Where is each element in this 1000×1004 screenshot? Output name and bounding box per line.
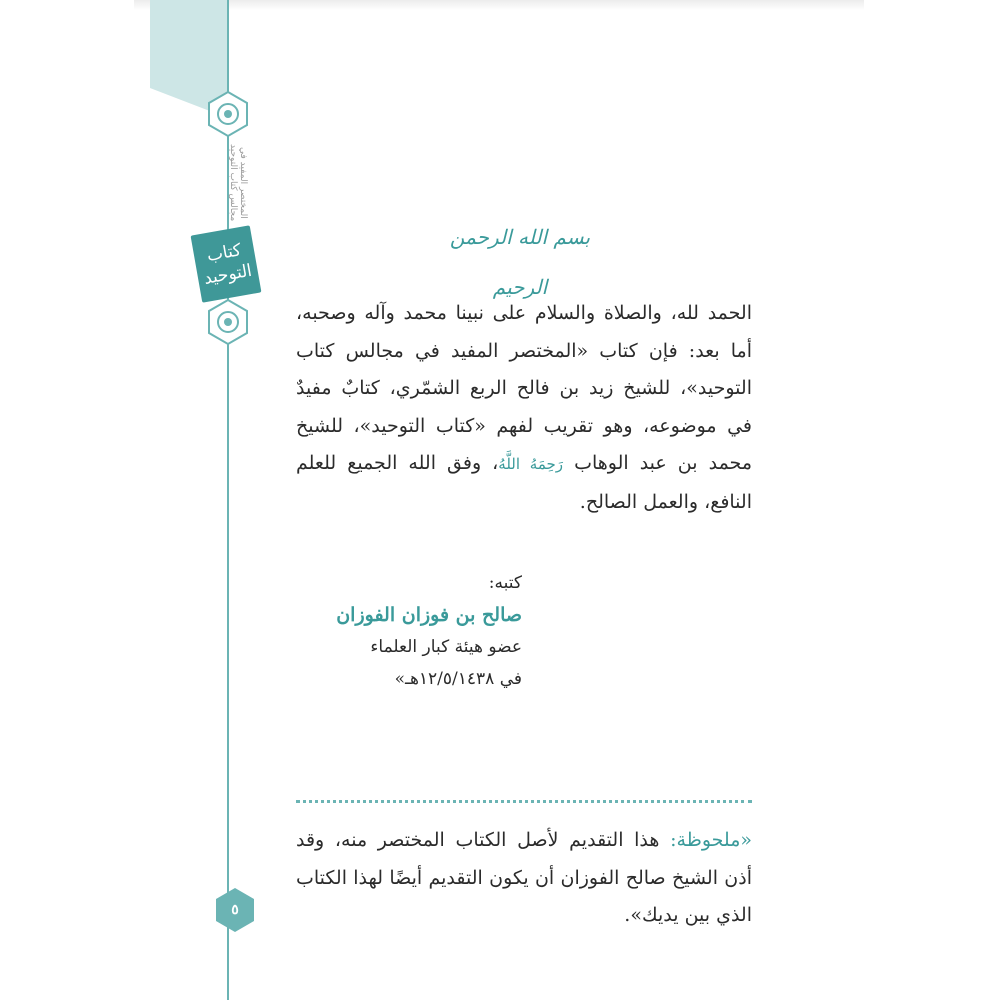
note-label: «ملحوظة: [670, 829, 752, 851]
footnote-block [296, 822, 752, 935]
paragraph-text-before: الحمد لله، والصلاة والسلام على نبينا محمد وآله وصحبه، أما بعد: فإن كتاب «المختصر المفيد في مجالس كتاب التوحيد»، للشيخ زيد بن فالح الربع الشمّري، كتابٌ مفيدٌ في موضوعه، وهو تقريب لفهم «كتاب التوحيد»، للشيخ محمد بن عبد الوهاب [296, 302, 752, 474]
book-subtitle: المختصر المفيد في مجالس كتاب التوحيد [228, 144, 248, 222]
author-name: صالح بن فوزان الفوزان [336, 604, 522, 626]
author-title: عضو هيئة كبار العلماء [370, 637, 522, 657]
book-title-line1: كتاب [205, 240, 243, 267]
rosette-icon-bottom [209, 300, 247, 344]
written-by-label: كتبه: [488, 573, 522, 593]
foreword-paragraph [296, 295, 752, 521]
signature-block [296, 567, 522, 695]
honorific-invocation: رَحِمَهُ اللَّهُ [498, 455, 564, 473]
note-text: هذا التقديم لأصل الكتاب المختصر منه، وقد أذن الشيخ صالح الفوزان أن يكون التقديم أيضًا لهذا الكتاب الذي بين يديك». [296, 829, 752, 926]
basmala-calligraphy: بسم الله الرحمن الرحيم [449, 225, 591, 299]
signature-date: في ١٢/٥/١٤٣٨هـ» [394, 669, 522, 689]
paragraph-text-after: ، وفق الله الجميع للعلم النافع، والعمل الصالح. [296, 452, 752, 513]
book-title-line2: التوحيد [202, 260, 254, 289]
page-number: ٥ [231, 902, 239, 918]
book-title-emblem [191, 225, 262, 302]
dotted-divider [296, 800, 752, 803]
rosette-icon-top [209, 92, 247, 136]
